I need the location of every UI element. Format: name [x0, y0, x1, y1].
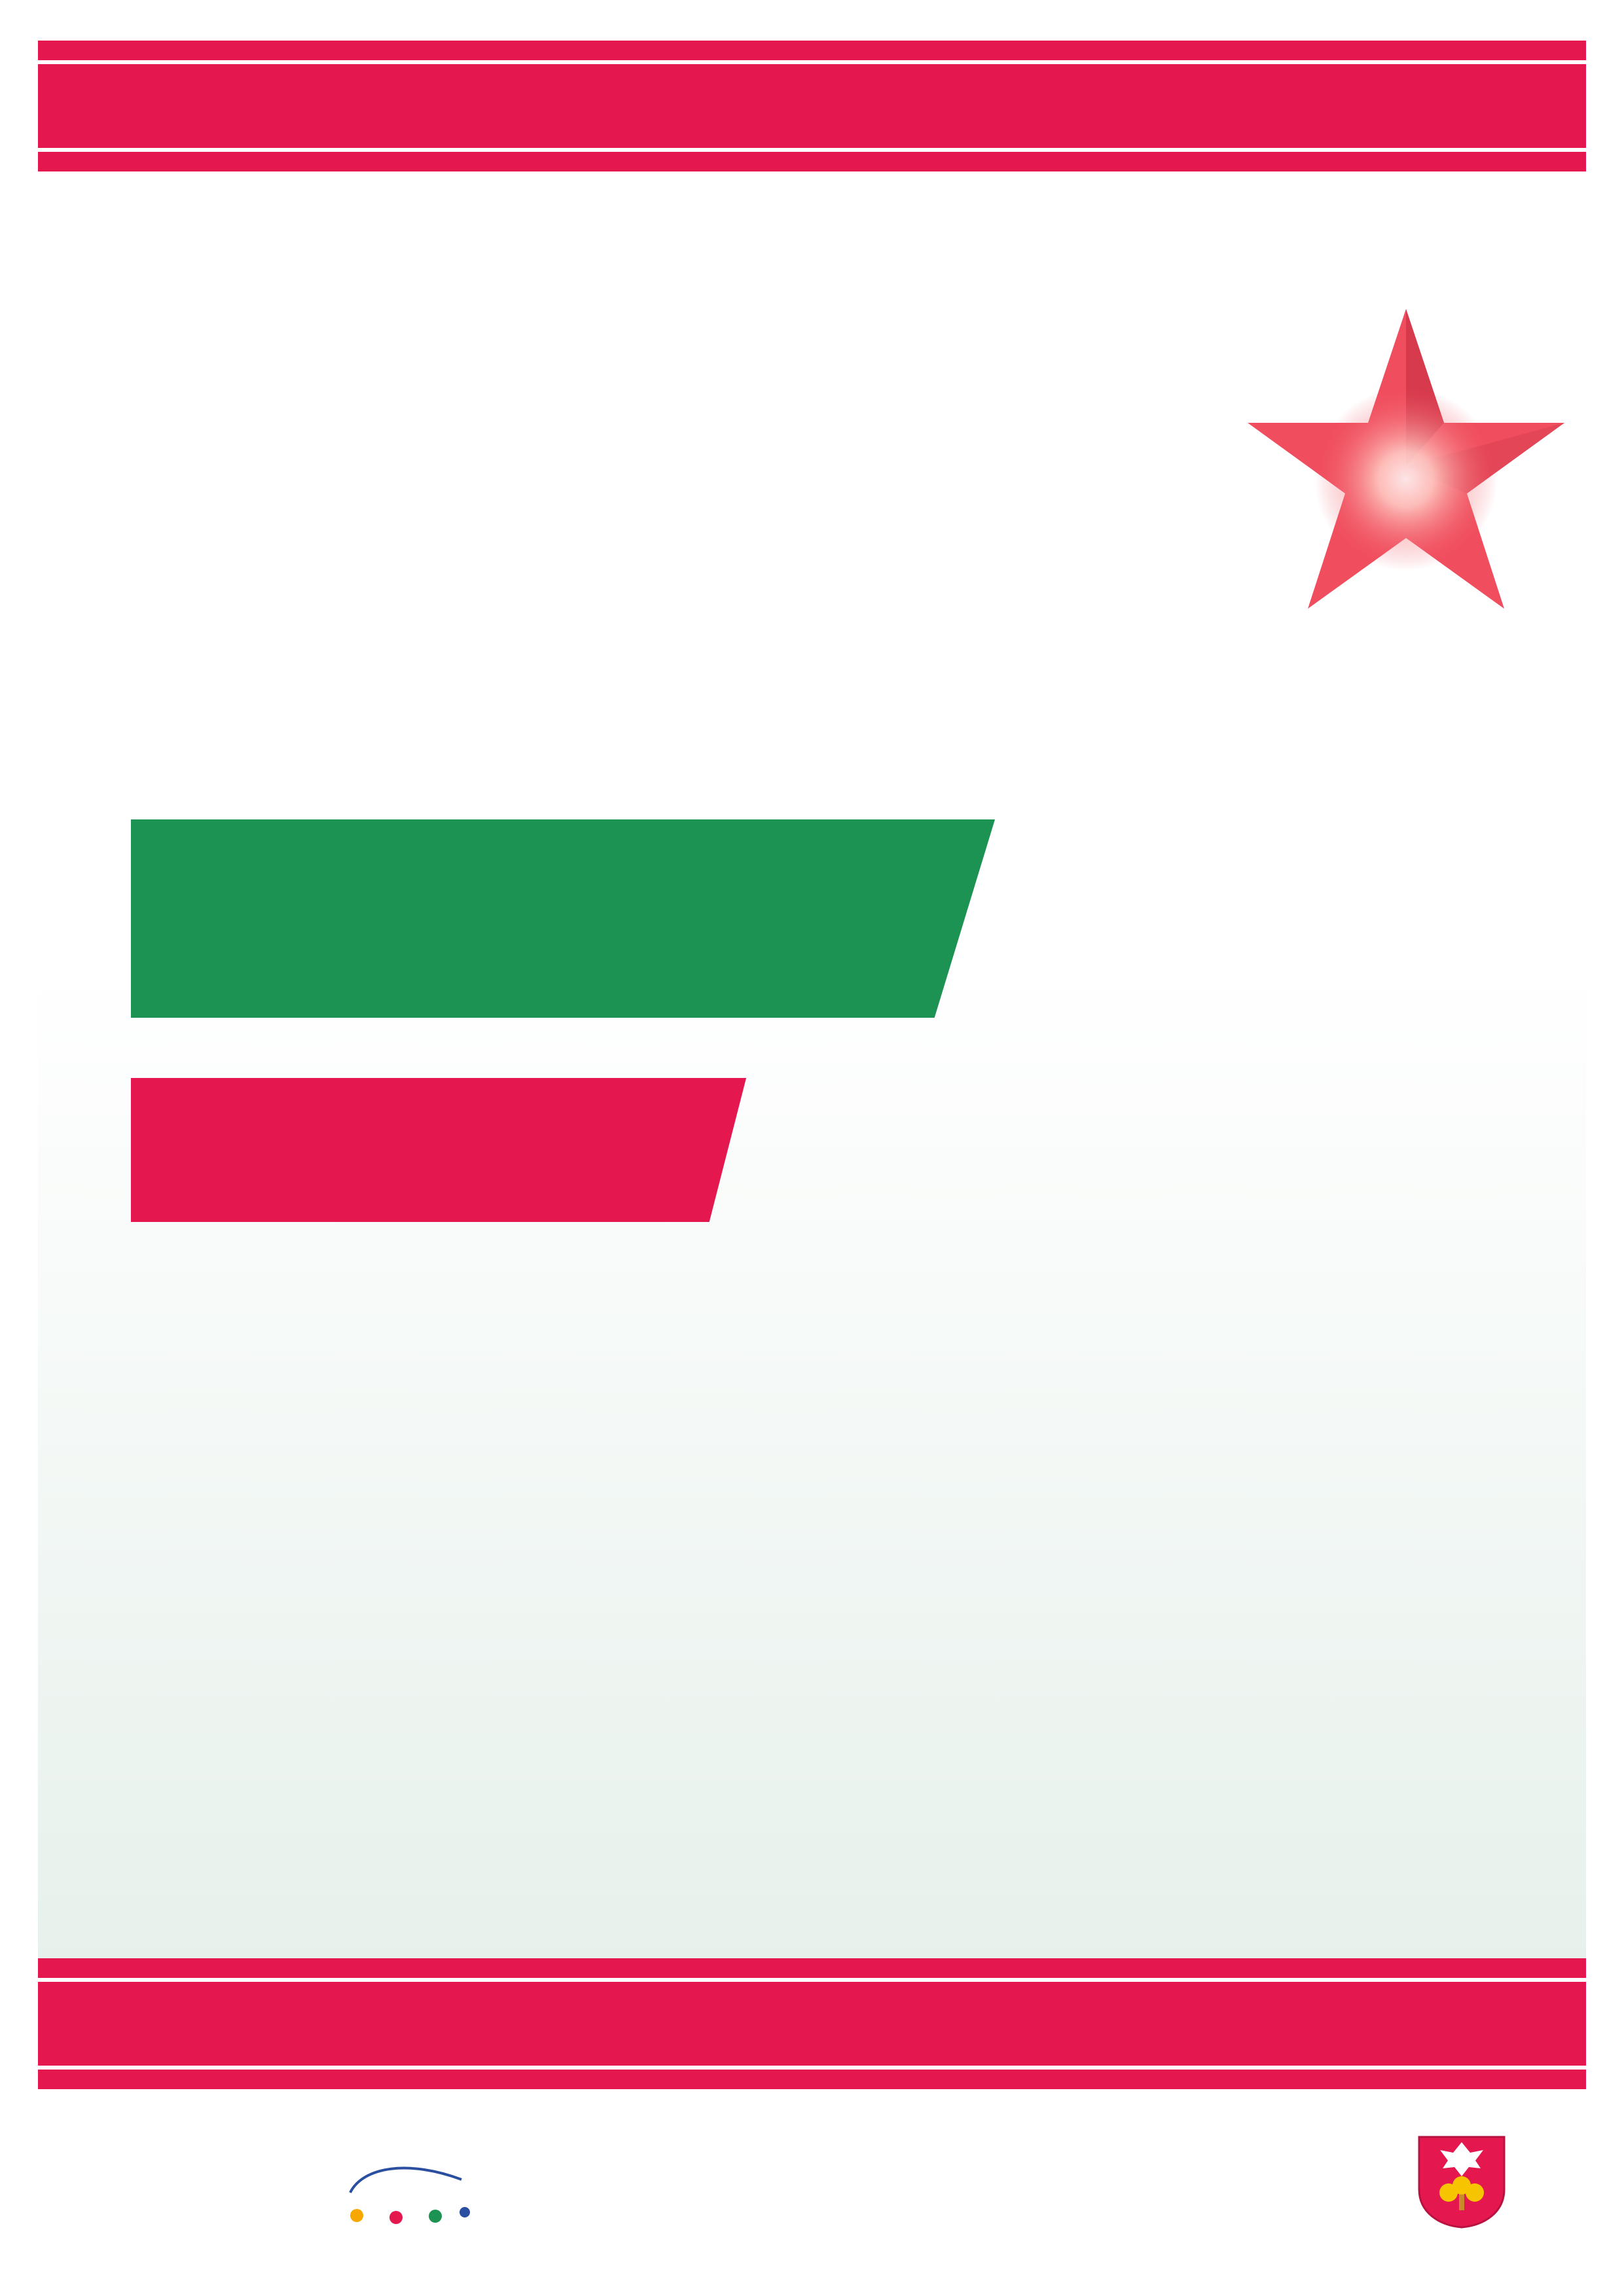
snowflake-row [38, 41, 1586, 171]
program-list [130, 1405, 177, 1425]
snowflake-row [38, 1958, 1586, 2089]
star-icon [1248, 309, 1564, 609]
date-banner [131, 1078, 746, 1222]
bottom-snowflake-band [38, 1958, 1586, 2089]
poster [38, 41, 1586, 2089]
christmas-tree-illustration [830, 270, 1586, 1906]
eagle-crest-icon [1413, 2130, 1511, 2229]
rdn-logo [331, 2140, 488, 2238]
top-snowflake-band [38, 41, 1586, 171]
limanowa-in-logo [543, 2166, 566, 2217]
